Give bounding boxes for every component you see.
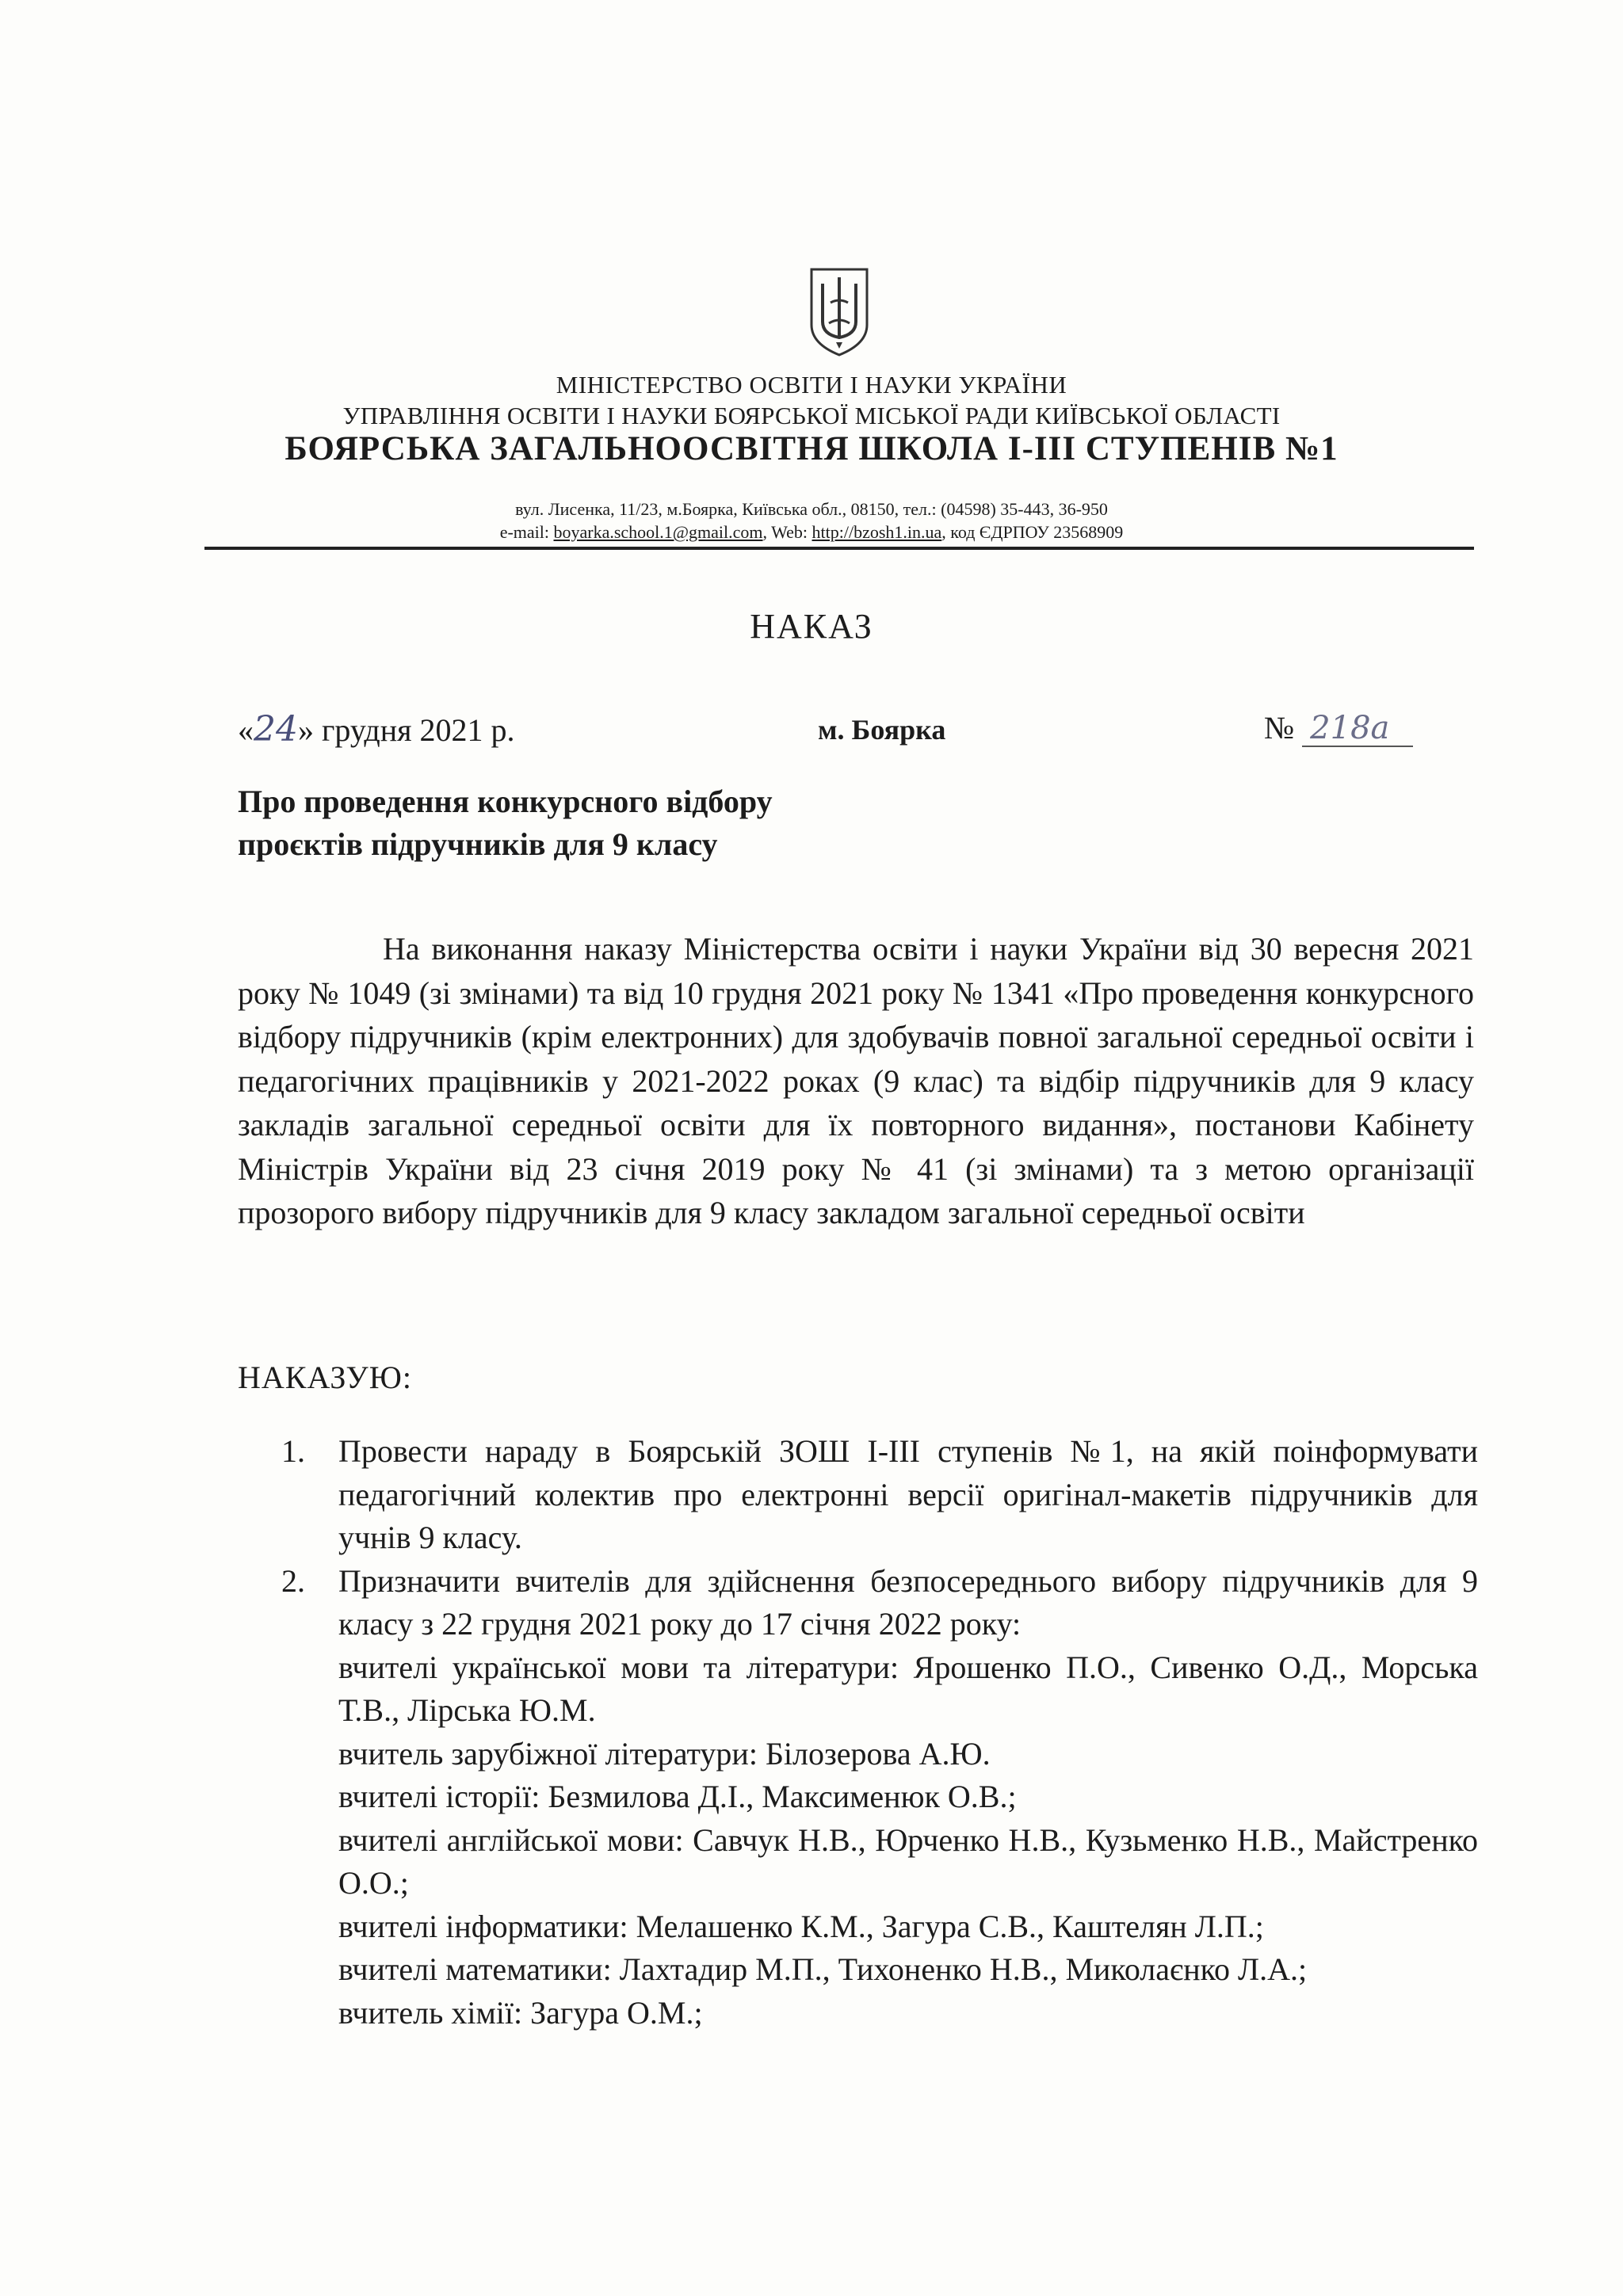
teacher-line: вчителі математики: Лахтадир М.П., Тихоненко Н.В., Миколаєнко Л.А.; (338, 1951, 1308, 1987)
email-label: e-mail: (499, 522, 549, 542)
document-subject (238, 780, 773, 866)
teacher-line: вчитель зарубіжної літератури: Білозерова А.Ю. (338, 1735, 991, 1772)
registry-code: , код ЄДРПОУ 23568909 (941, 522, 1124, 542)
school-address: вул. Лисенка, 11/23, м.Боярка, Київська обл., 08150, тел.: (04598) 35-443, 36-950 (515, 499, 1108, 519)
teacher-line: вчителі української мови та літератури: Ярошенко П.О., Сивенко О.Д., Морська Т.В., Лірська Ю.М. (338, 1649, 1478, 1728)
item-number: 1. (281, 1433, 305, 1469)
preamble-text: На виконання наказу Міністерства освіти і науки України від 30 вересня 2021 року № 1049 (зі змінами) та від 10 грудня 2021 року № 1341 «Про проведення конкурсного відбору підручників (крім електронних) для здобувачів повної загальної середньої освіти і педагогічних працівників у 2021-2022 роках (9 клас) та відбір підручників для 9 класу закладів загальної середньої освіти для їх повторного видання», постанови Кабінету Міністрів України від 23 січня 2019 року № 41 (зі змінами) та з метою організації прозорого вибору підручників для 9 класу закладом загальної середньої освіти (238, 931, 1474, 1230)
number-label: № (1264, 710, 1295, 746)
number-handwritten: 218а (1302, 711, 1413, 747)
document-number (1264, 709, 1413, 747)
teacher-line: вчителі історії: Безмилова Д.І., Максименюк О.В.; (338, 1779, 1017, 1814)
teacher-line: вчитель хімії: Загура О.М.; (338, 1994, 703, 2031)
web-label: , Web: (762, 522, 808, 542)
order-item (281, 1560, 1478, 2035)
school-name: БОЯРСЬКА ЗАГАЛЬНООСВІТНЯ ШКОЛА І-ІІІ СТУПЕНІВ №1 (285, 430, 1338, 467)
order-items-list (281, 1430, 1478, 2035)
email-link[interactable]: boyarka.school.1@gmail.com (553, 522, 763, 542)
school-contacts (0, 522, 1623, 543)
document-date (238, 709, 515, 749)
web-link[interactable]: http://bzosh1.in.ua (812, 522, 942, 542)
order-word: НАКАЗУЮ: (238, 1360, 412, 1395)
order-item (281, 1430, 1478, 1560)
document-place: м. Боярка (818, 714, 946, 746)
department-name: УПРАВЛІННЯ ОСВІТИ І НАУКИ БОЯРСЬКОЇ МІСЬКОЇ РАДИ КИЇВСЬКОЇ ОБЛАСТІ (342, 402, 1281, 429)
date-open-quote: « (238, 712, 254, 748)
date-day-handwritten: 24 (254, 709, 298, 749)
preamble-paragraph (238, 927, 1474, 1235)
document-title: НАКАЗ (750, 607, 873, 646)
trident-emblem-icon (807, 266, 872, 358)
subject-line: проєктів підручників для 9 класу (238, 826, 718, 862)
item-text: Провести нараду в Боярській ЗОШ І-ІІІ ступенів №1, на якій поінформувати педагогічний колектив про електронні версії оригінал-макетів підручників для учнів 9 класу. (338, 1433, 1478, 1555)
teacher-line: вчителі інформатики: Мелашенко К.М., Загура С.В., Каштелян Л.П.; (338, 1908, 1264, 1944)
date-month-year: » грудня 2021 р. (298, 712, 515, 748)
item-number: 2. (281, 1562, 305, 1599)
header-divider (204, 547, 1474, 550)
teacher-line: вчителі англійської мови: Савчук Н.В., Юрченко Н.В., Кузьменко Н.В., Майстренко О.О.; (338, 1821, 1478, 1901)
ministry-name: МІНІСТЕРСТВО ОСВІТИ І НАУКИ УКРАЇНИ (556, 371, 1067, 399)
subject-line: Про проведення конкурсного відбору (238, 784, 773, 819)
item-text: Призначити вчителів для здійснення безпосереднього вибору підручників для 9 класу з 22 грудня 2021 року до 17 січня 2022 року: (338, 1562, 1478, 1642)
